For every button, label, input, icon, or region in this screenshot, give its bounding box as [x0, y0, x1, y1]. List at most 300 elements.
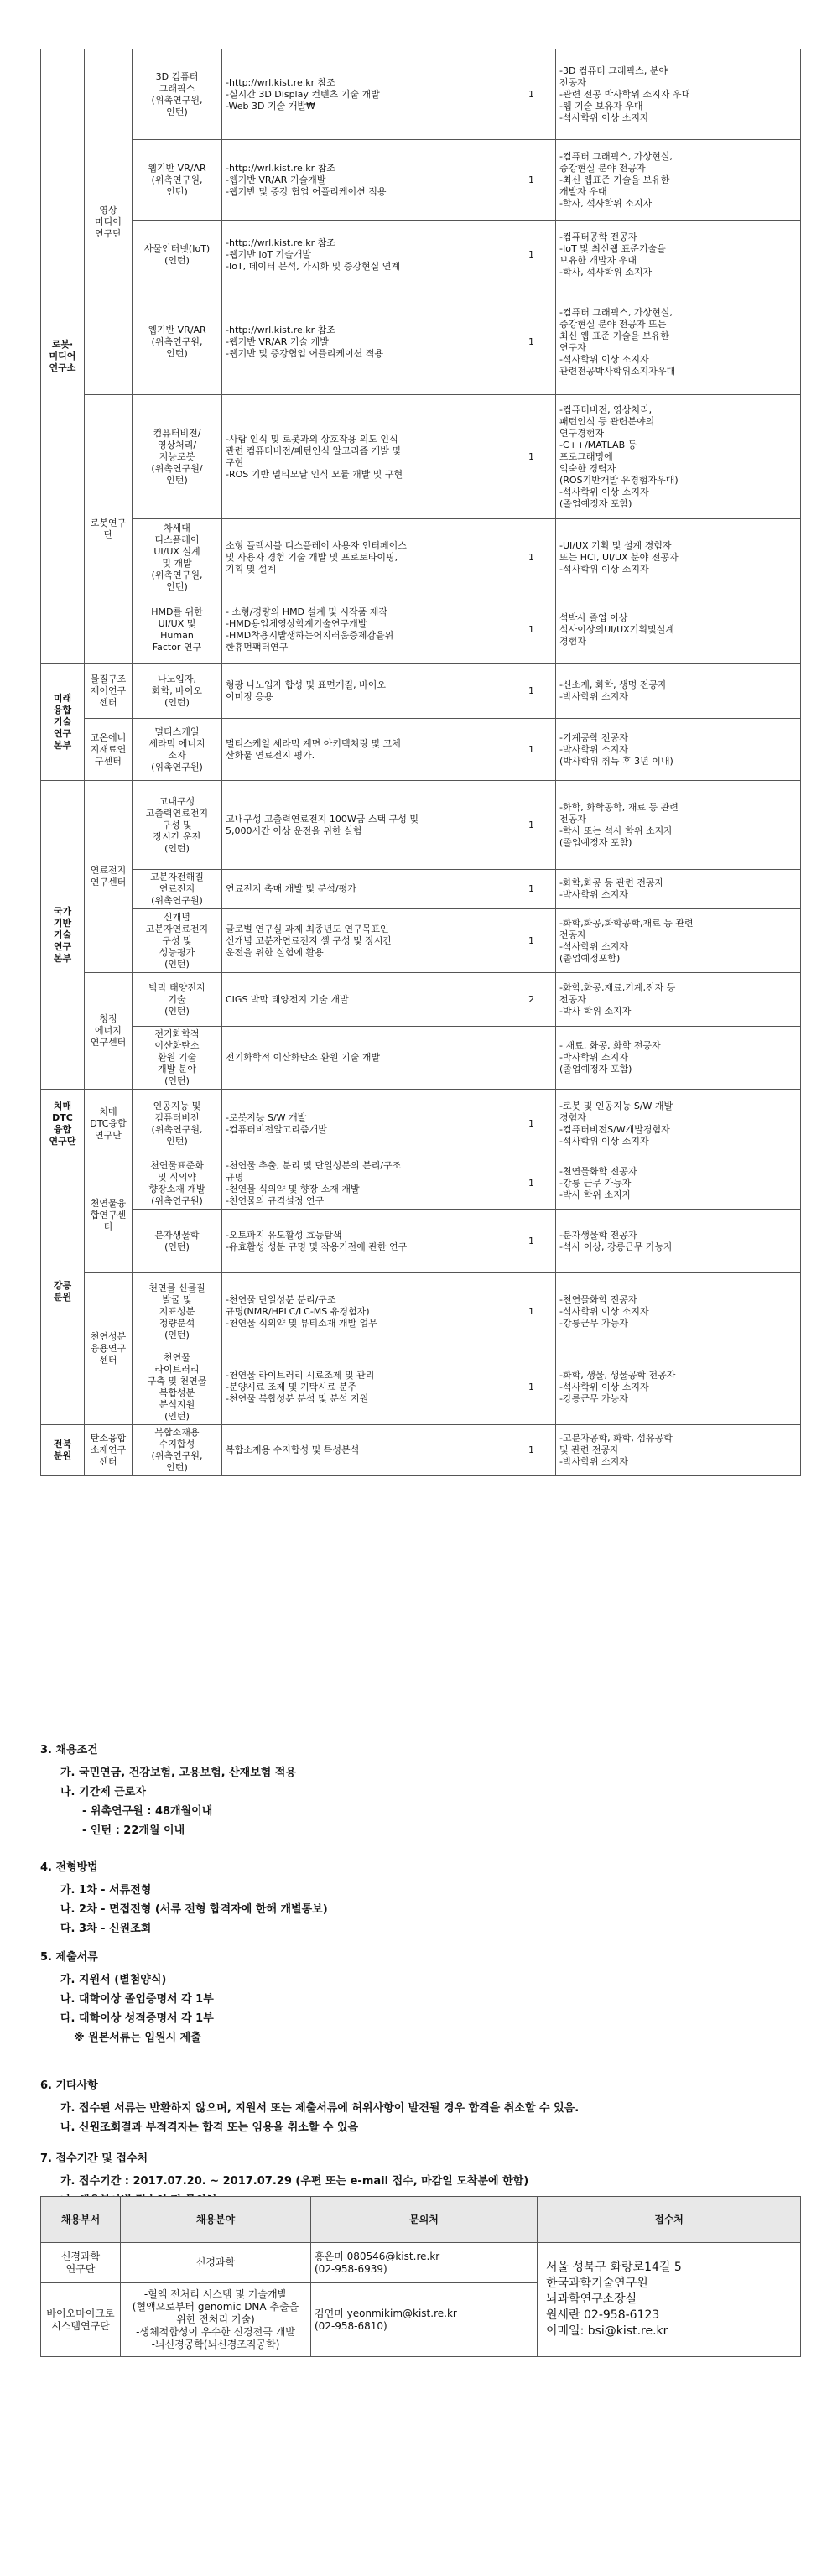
recruit-field-line: 복합성분 [159, 1387, 195, 1398]
recruit-field-line: 인턴) [166, 1135, 188, 1147]
qualification-line: 연구경험자 [559, 427, 605, 439]
institute-name-line: 치매 [53, 1100, 72, 1111]
qualification-line: -컴퓨터 그래픽스, 가상현실, [559, 306, 673, 318]
qualification-line: -박사학위 소지자 [559, 743, 628, 755]
qualification-line: -학사 또는 석사 학위 소지자 [559, 825, 673, 836]
contact-field [121, 2243, 311, 2283]
recruit-field-line: UI/UX 및 [158, 617, 196, 629]
recruit-field-line: 인공지능 및 [153, 1100, 201, 1111]
recruit-field [133, 289, 222, 395]
job-duty-line: 산화물 연료전지 평가. [226, 749, 315, 761]
recruit-field-line: (인턴) [164, 1241, 190, 1252]
recruit-field [133, 1210, 222, 1273]
recruit-field-line: 세라믹 에너지 [148, 737, 205, 749]
contact-field-line: -혈액 전처리 시스템 및 기술개발 [143, 2288, 288, 2300]
job-duty-line: 고내구성 고출력연료전지 100W급 스택 구성 및 [226, 813, 419, 825]
recruit-field-line: 소자 [168, 749, 186, 761]
recruit-field-line: 구성 및 [162, 934, 192, 946]
qualification-line: -박사학위 소지자 [559, 1456, 628, 1467]
job-duty-line: 기획 및 설계 [226, 563, 277, 575]
recruit-field-line: 인턴) [166, 580, 188, 592]
qualification-line: -박사 학위 소지자 [559, 1189, 632, 1200]
job-duty-line: 운전을 위한 실험에 활용 [226, 946, 324, 958]
job-duty-line: 및 사용자 경험 기술 개발 및 프로토타이핑, [226, 551, 398, 563]
qualification-line: -화학, 화학공학, 재료 등 관련 [559, 801, 679, 813]
recruit-field-line: 그래픽스 [159, 82, 195, 94]
job-duties [222, 49, 507, 140]
institute-name-line: 본부 [53, 739, 72, 751]
recruit-field-line: 영상처리/ [157, 439, 197, 450]
qualification-line: -학사, 석사학위 소지자 [559, 197, 653, 209]
job-duty-line: -http://wrl.kist.re.kr 참조 [226, 237, 335, 248]
contact-dept [41, 2243, 121, 2283]
contact-dept-line: 연구단 [65, 2262, 96, 2275]
section-3 [40, 1741, 296, 1840]
recruit-field [133, 1158, 222, 1210]
department-name-line: 연구센터 [90, 1037, 127, 1048]
recruit-field-line: (인턴) [164, 1329, 190, 1340]
qualification-line: - 재료, 화공, 화학 전공자 [559, 1040, 661, 1051]
headcount: 1 [507, 140, 556, 221]
recruit-field [133, 870, 222, 909]
table-row [41, 870, 801, 909]
recruit-field [133, 719, 222, 781]
institute-name-line: 연구 [53, 940, 72, 952]
section-title: 4. 전형방법 [40, 1861, 98, 1874]
contact-row [41, 2243, 801, 2283]
qualifications [556, 519, 801, 596]
recruit-field [133, 395, 222, 519]
recruit-field-line: 정량분석 [159, 1317, 195, 1329]
job-duties [222, 973, 507, 1027]
recruit-field-line: Human [160, 629, 194, 641]
job-duty-line: 복합소재용 수지합성 및 특성분석 [226, 1444, 360, 1455]
institute-name-line: 분원 [53, 1291, 72, 1303]
qualifications [556, 49, 801, 140]
headcount: 1 [507, 719, 556, 781]
job-duties [222, 395, 507, 519]
headcount: 1 [507, 1210, 556, 1273]
qualification-line: 관련전공박사학위소지자우대 [559, 365, 676, 377]
recruit-field-line: UI/UX 설계 [153, 545, 200, 557]
institute-name-line: 기술 [53, 716, 72, 727]
table-row [41, 596, 801, 664]
qualifications [556, 1350, 801, 1425]
recruit-field-line: 기술 [168, 993, 186, 1005]
contact-table [40, 2196, 801, 2357]
table-row [41, 1350, 801, 1425]
section-4 [40, 1858, 328, 1939]
qualifications [556, 140, 801, 221]
contact-info [311, 2283, 538, 2357]
job-duty-line: 전기화학적 이산화탄소 환원 기술 개발 [226, 1052, 381, 1063]
qualifications [556, 221, 801, 289]
job-duty-line: 5,000시간 이상 운전을 위한 실험 [226, 825, 362, 836]
recruit-field [133, 1273, 222, 1350]
table-row [41, 1273, 801, 1350]
recruit-field-line: 장시간 운전 [153, 830, 201, 842]
job-duty-line: -로봇지능 S/W 개발 [226, 1111, 307, 1123]
table-row [41, 140, 801, 221]
job-duty-line: CIGS 박막 태양전지 기술 개발 [226, 993, 349, 1005]
recruit-field-line: 분석지원 [159, 1399, 195, 1410]
institute-name [41, 1425, 85, 1476]
headcount: 1 [507, 596, 556, 664]
department-name [85, 1158, 133, 1273]
headcount: 1 [507, 1158, 556, 1210]
department-name-line: 터 [103, 1221, 113, 1232]
section-line: 다. 3차 - 신원조회 [60, 1923, 152, 1935]
recruit-field-line: 및 식의약 [157, 1172, 196, 1183]
institute-name [41, 664, 85, 781]
institute-name-line: 융합 [53, 704, 72, 716]
qualifications [556, 1090, 801, 1158]
job-duty-line: 한휴먼팩터연구 [226, 641, 289, 653]
department-name [85, 719, 133, 781]
table-row [41, 909, 801, 973]
job-duties [222, 1350, 507, 1425]
job-duty-line: 연료전지 촉매 개발 및 분석/평가 [226, 883, 356, 894]
table-row [41, 289, 801, 395]
recruit-field-line: HMD를 위한 [151, 606, 203, 617]
contact-field-line: 신경과학 [195, 2256, 236, 2268]
table-row [41, 395, 801, 519]
recruit-field-line: 고분자연료전지 [145, 923, 209, 934]
job-duty-line: 소형 플렉시블 디스플레이 사용자 인터페이스 [226, 539, 407, 551]
recruit-field [133, 664, 222, 719]
recruit-field-line: 인턴) [166, 347, 188, 359]
job-duty-line: 규명 [226, 1172, 244, 1183]
recruit-field-line: 천연물 신물질 [148, 1282, 205, 1293]
job-duties [222, 1273, 507, 1350]
qualification-line: -C++/MATLAB 등 [559, 439, 637, 450]
recruit-field-line: 라이브러리 [154, 1364, 200, 1375]
qualifications [556, 395, 801, 519]
table-row [41, 1027, 801, 1090]
job-duty-line: 글로벌 연구실 과제 최종년도 연구목표인 [226, 923, 389, 934]
headcount: 1 [507, 909, 556, 973]
qualification-line: -화학,화공 등 관련 전공자 [559, 877, 664, 888]
institute-name-line: DTC [52, 1111, 73, 1123]
qualification-line: 프로그래밍에 [559, 450, 613, 462]
qualification-line: 및 관련 전공자 [559, 1444, 619, 1455]
job-duties [222, 519, 507, 596]
recruitment-page [40, 49, 800, 1476]
institute-name-line: 강릉 [53, 1279, 72, 1291]
department-name-line: 치매 [99, 1106, 117, 1117]
job-duty-line: -천연물 라이브러리 시료조제 및 관리 [226, 1370, 375, 1381]
job-duty-line: -웹기반 VR/AR 기술개발 [226, 174, 326, 185]
recruit-field-line: 발굴 및 [162, 1293, 192, 1305]
recruit-field-line: 웹기반 VR/AR [148, 324, 206, 336]
qualification-line: -강릉근무 가능자 [559, 1393, 628, 1404]
recruit-field-line: (위촉연구원, [151, 1450, 203, 1461]
institute-name-line: 본부 [53, 952, 72, 964]
headcount: 1 [507, 870, 556, 909]
qualification-line: -강릉근무 가능자 [559, 1317, 628, 1329]
qualifications [556, 973, 801, 1027]
recruit-field [133, 140, 222, 221]
section-line: ※ 원본서류는 입원시 제출 [74, 2032, 201, 2044]
contact-header-row [41, 2197, 801, 2243]
recruit-field [133, 909, 222, 973]
job-duty-line: 멀티스케일 세라믹 계면 아키텍쳐링 및 고체 [226, 737, 401, 749]
recruit-field-line: 인턴) [166, 1462, 188, 1473]
receipt-info [538, 2243, 801, 2357]
department-name [85, 395, 133, 664]
job-duties [222, 870, 507, 909]
job-duties [222, 1027, 507, 1090]
recruit-field [133, 1425, 222, 1476]
recruit-field-line: (위촉연구원, [151, 336, 203, 347]
job-duty-line: 신개념 고분자연료전지 셀 구성 및 장시간 [226, 934, 393, 946]
job-duty-line: -HMD착용시발생하는어지러움증제감을위 [226, 629, 394, 641]
job-duty-line: -실시간 3D Display 컨텐츠 기술 개발 [226, 88, 380, 100]
recruit-field [133, 221, 222, 289]
recruit-field-line: 컴퓨터비전 [154, 1111, 200, 1123]
qualification-line: -분자생물학 전공자 [559, 1229, 637, 1241]
recruit-field-line: 차세대 [164, 522, 190, 533]
table-row [41, 1210, 801, 1273]
qualifications [556, 596, 801, 664]
contact-dept [41, 2283, 121, 2357]
institute-name-line: 연구단 [49, 1135, 76, 1147]
recruit-field-line: Factor 연구 [152, 641, 202, 653]
institute-name-line: 융합 [53, 1123, 72, 1135]
qualification-line: 연구자 [559, 341, 586, 353]
table-row [41, 719, 801, 781]
section-title: 7. 접수기간 및 접수처 [40, 2152, 148, 2165]
qualification-line: 보유한 개발자 우대 [559, 254, 637, 266]
institute-name-line: 미래 [53, 692, 72, 704]
recruit-field-line: (위촉연구원) [151, 895, 203, 906]
recruit-field-line: 복합소재용 [154, 1427, 200, 1438]
department-name-line: 미디어 [95, 216, 122, 227]
institute-name [41, 1090, 85, 1158]
department-name-line: 소재연구 [90, 1444, 127, 1455]
qualification-line: -기계공학 전공자 [559, 731, 628, 743]
qualification-line: -석사학위 이상 소지자 [559, 1135, 649, 1147]
department-name-line: 제어연구 [90, 684, 127, 696]
qualification-line: 증강현실 분야 전공자 [559, 162, 646, 174]
department-name-line: 영상 [99, 204, 117, 216]
institute-name-line: 로봇· [51, 338, 74, 350]
section-line: 나. 대학이상 졸업증명서 각 1부 [60, 1993, 214, 2006]
section-line: 가. 1차 - 서류전형 [60, 1884, 152, 1897]
department-name [85, 49, 133, 395]
table-row [41, 49, 801, 140]
recruit-field-line: 나노입자, [157, 673, 196, 684]
department-name [85, 973, 133, 1090]
job-duties [222, 140, 507, 221]
department-name [85, 1090, 133, 1158]
section-title: 3. 채용조건 [40, 1744, 98, 1756]
recruit-field-line: 및 개발 [162, 557, 192, 569]
job-duty-line: -천연물 단일성분 분리/구조 [226, 1293, 336, 1305]
qualification-line: (졸업예정자 포함) [559, 1064, 632, 1075]
recruit-field-line: 개발 분야 [157, 1064, 196, 1075]
qualification-line: -웹 기술 보유자 우대 [559, 100, 643, 112]
department-name [85, 1425, 133, 1476]
table-row [41, 664, 801, 719]
recruit-field-line: (위촉연구원) [151, 1195, 203, 1206]
recruit-field-line: 인턴) [166, 474, 188, 486]
headcount: 1 [507, 781, 556, 870]
institute-name [41, 1158, 85, 1425]
qualification-line: -화학, 생물, 생물공학 전공자 [559, 1370, 676, 1381]
department-name [85, 664, 133, 719]
job-duty-line: -천연물 추출, 분리 및 단일성분의 분리/구조 [226, 1160, 402, 1171]
department-name-line: 센터 [99, 1355, 117, 1366]
recruit-field-line: 디스플레이 [154, 533, 200, 545]
institute-name [41, 781, 85, 1090]
job-duties [222, 596, 507, 664]
receipt-line: 서울 성북구 화랑로14길 5 [546, 2261, 682, 2274]
job-duty-line: -유효활성 성분 규명 및 작용기전에 관한 연구 [226, 1241, 408, 1252]
job-duty-line: -ROS 기반 멀티모달 인식 모듈 개발 및 구현 [226, 468, 403, 480]
table-row [41, 1158, 801, 1210]
recruit-field-line: 3D 컴퓨터 [155, 70, 199, 82]
job-duties [222, 1210, 507, 1273]
table-row [41, 973, 801, 1027]
qualifications [556, 1027, 801, 1090]
section-line: 나. 기간제 근로자 [60, 1786, 146, 1798]
institute-name-line: 분원 [53, 1450, 72, 1461]
job-duty-line: -http://wrl.kist.re.kr 참조 [226, 76, 335, 88]
qualification-line: -화학,화공,재료,기계,전자 등 [559, 981, 676, 993]
section-line: 다. 대학이상 성적증명서 각 1부 [60, 2012, 214, 2025]
section-5 [40, 1948, 214, 2048]
qualification-line: -석사학위 이상 소지자 [559, 353, 649, 365]
contact-field-line: (혈액으로부터 genomic DNA 추출을 [132, 2301, 299, 2313]
recruit-field-line: 향장소재 개발 [148, 1184, 205, 1194]
qualification-line: -석사학위 이상 소지자 [559, 1382, 649, 1392]
job-duty-line: 관련 컴퓨터비전/패턴인식 알고리즘 개발 및 [226, 445, 401, 456]
qualifications [556, 664, 801, 719]
job-duties [222, 719, 507, 781]
department-name-line: 센터 [99, 1456, 117, 1467]
recruit-field-line: 인턴) [166, 185, 188, 197]
recruit-field-line: 성능평가 [159, 946, 195, 958]
job-duty-line: -천연물의 규격설정 연구 [226, 1195, 325, 1206]
recruit-field-line: 전기화학적 [154, 1028, 200, 1039]
contact-field-line: -생체적합성이 우수한 신경전극 개발 [136, 2326, 295, 2338]
contact-header: 채용부서 [41, 2197, 121, 2243]
department-name-line: 구센터 [95, 755, 122, 767]
headcount: 1 [507, 1090, 556, 1158]
recruit-field-line: 환원 기술 [157, 1052, 196, 1063]
department-name [85, 781, 133, 973]
contact-info-line: (02-958-6810) [315, 2319, 387, 2332]
department-name-line: 센터 [99, 696, 117, 708]
recruit-field-line: (인턴) [164, 1411, 190, 1422]
qualifications [556, 1158, 801, 1210]
recruit-field-line: 구축 및 천연물 [147, 1376, 207, 1387]
department-name-line: 연료전지 [90, 865, 127, 876]
recruit-field-line: 박막 태양전지 [148, 981, 205, 993]
job-duty-line: -오토파지 유도활성 효능탐색 [226, 1229, 342, 1241]
receipt-line: 뇌과학연구소장실 [546, 2292, 637, 2306]
section-line: 나. 신원조회결과 부적격자는 합격 또는 임용을 취소할 수 있음 [60, 2121, 359, 2134]
recruit-field-line: 웹기반 VR/AR [148, 162, 206, 174]
qualification-line: -IoT 및 최신웹 표준기술을 [559, 242, 666, 254]
recruit-field-line: (위촉연구원, [151, 569, 203, 580]
qualification-line: -석사학위 이상 소지자 [559, 1305, 649, 1317]
job-duties [222, 1425, 507, 1476]
job-duty-line: -http://wrl.kist.re.kr 참조 [226, 324, 335, 336]
qualification-line: -3D 컴퓨터 그래픽스, 분야 [559, 65, 668, 76]
qualification-line: -석사학위 이상 소지자 [559, 112, 649, 123]
section-title: 6. 기타사항 [40, 2079, 98, 2092]
institute-name [41, 49, 85, 664]
department-name-line: 천연성분 [90, 1331, 127, 1342]
institute-name-line: 기술 [53, 929, 72, 940]
qualification-line: (졸업예정자 포함) [559, 497, 632, 509]
contact-info-line: (02-958-6939) [315, 2262, 387, 2275]
qualification-line: (ROS기반개발 유경험자우대) [559, 474, 679, 486]
section-line: 가. 지원서 (별첨양식) [60, 1974, 167, 1986]
department-name-line: 에너지 [95, 1025, 122, 1036]
receipt-line: 한국과학기술연구원 [546, 2277, 648, 2290]
qualification-line: -컴퓨터 그래픽스, 가상현실, [559, 150, 673, 162]
qualifications [556, 781, 801, 870]
qualification-line: -화학,화공,화학공학,재료 등 관련 [559, 917, 694, 929]
contact-field-line: 위한 전처리 기술) [176, 2313, 255, 2325]
job-duties [222, 1090, 507, 1158]
recruit-field-line: 사물인터넷(IoT) [143, 242, 211, 254]
recruit-field-line: 컴퓨터비전/ [153, 427, 201, 439]
recruitment-table [40, 49, 801, 1476]
qualification-line: -석사학위 이상 소지자 [559, 563, 649, 575]
qualification-line: 경험자 [559, 1111, 586, 1123]
job-duty-line: -웹기반 IoT 기술개발 [226, 248, 312, 260]
department-name-line: 물질구조 [90, 673, 127, 684]
recruit-field-line: 지능로봇 [159, 450, 195, 462]
department-name-line: 연구센터 [90, 877, 127, 887]
institute-name-line: 연구소 [49, 362, 76, 373]
headcount: 2 [507, 973, 556, 1027]
qualification-line: 익숙한 경력자 [559, 462, 616, 474]
qualification-line: (졸업예정포함) [559, 952, 621, 964]
receipt-line: 원세란 02-958-6123 [546, 2308, 660, 2322]
qualification-line: -컴퓨터비전, 영상처리, [559, 403, 653, 415]
recruit-field-line: 신개념 [164, 911, 190, 923]
recruit-field-line: 분자생물학 [154, 1229, 200, 1241]
headcount: 1 [507, 49, 556, 140]
qualification-line: 전공자 [559, 993, 586, 1005]
job-duty-line: - 소형/경량의 HMD 설계 및 시작품 제작 [226, 606, 388, 617]
department-name-line: 고온에너 [90, 731, 127, 743]
job-duty-line: -분양시료 조제 및 기탁시료 분주 [226, 1382, 357, 1392]
recruit-field-line: 천연물표준화 [150, 1160, 204, 1171]
job-duties [222, 909, 507, 973]
contact-header: 접수처 [538, 2197, 801, 2243]
department-name-line: 청정 [99, 1013, 117, 1024]
qualifications [556, 719, 801, 781]
qualification-line: 개발자 우대 [559, 185, 607, 197]
contact-header: 문의처 [311, 2197, 538, 2243]
qualification-line: -석사학위 소지자 [559, 940, 628, 952]
section-title: 5. 제출서류 [40, 1951, 98, 1964]
qualification-line: 최신 웹 표준 기술을 보유한 [559, 330, 669, 341]
job-duty-line: -사람 인식 및 로봇과의 상호작용 의도 인식 [226, 433, 398, 445]
department-name-line: 연구단 [95, 227, 122, 239]
recruit-field-line: 천연물 [164, 1352, 190, 1363]
recruit-field-line: (위촉연구원, [151, 174, 203, 185]
qualification-line: 증강현실 분야 전공자 또는 [559, 318, 667, 330]
job-duties [222, 221, 507, 289]
recruit-field-line: 구성 및 [162, 819, 192, 830]
